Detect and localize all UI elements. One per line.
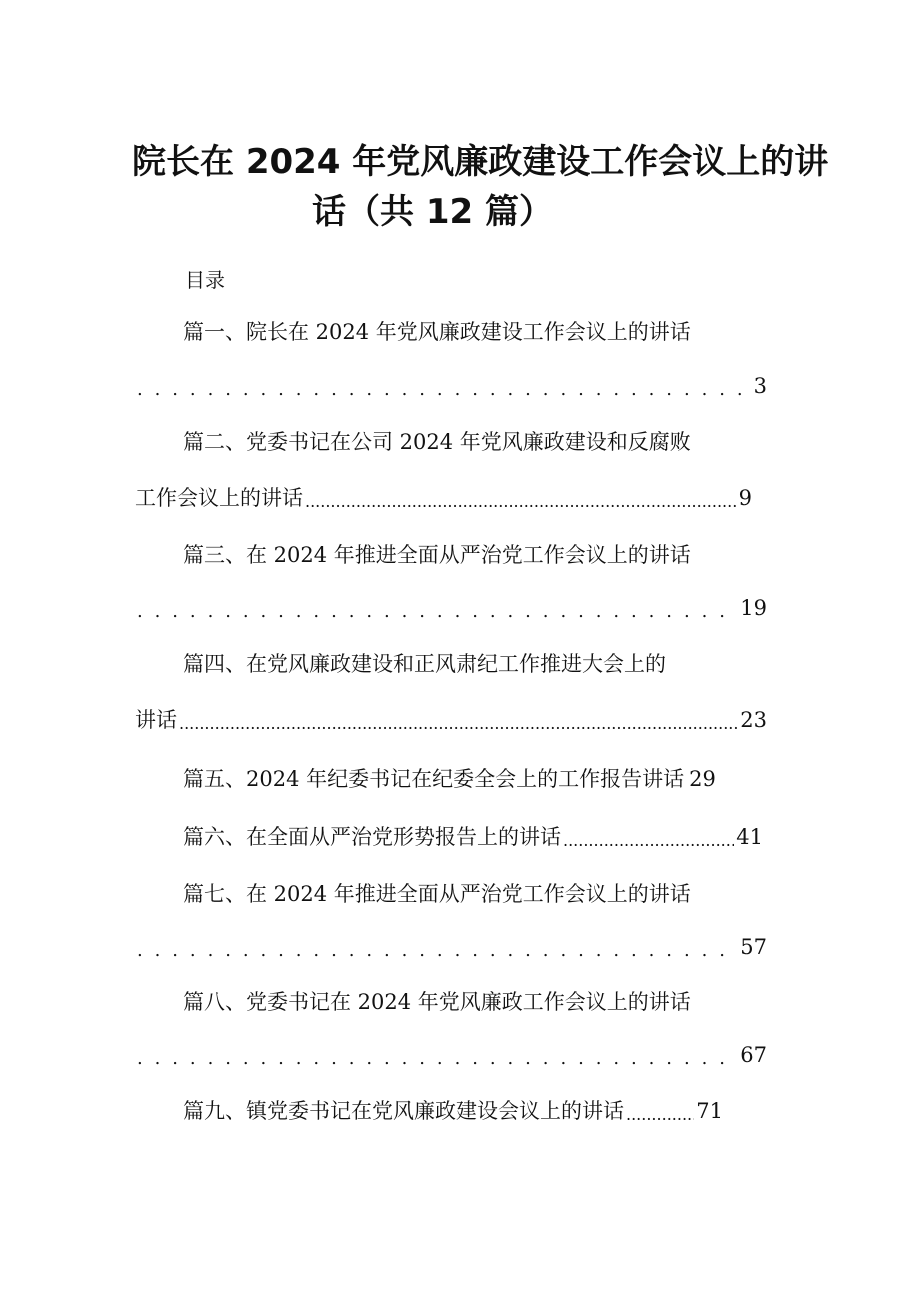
document-title-line-1: 院长在 2024 年党风廉政建设工作会议上的讲 bbox=[132, 142, 829, 182]
toc-entry-6-text: 篇六、在全面从严治党形势报告上的讲话 bbox=[183, 825, 561, 849]
toc-entry-5-text: 篇五、2024 年纪委书记在纪委全会上的工作报告讲话 bbox=[183, 767, 685, 791]
toc-entry-1-leader-row[interactable] bbox=[135, 372, 767, 400]
toc-entry-1-dot-leader bbox=[137, 372, 752, 400]
toc-entry-3-dot-leader bbox=[137, 594, 738, 622]
toc-entry-2-text: 篇二、党委书记在公司 2024 年党风廉政建设和反腐败 bbox=[183, 430, 691, 454]
toc-entry-1-text: 篇一、院长在 2024 年党风廉政建设工作会议上的讲话 bbox=[183, 320, 691, 344]
toc-entry-7-leader-row[interactable] bbox=[135, 933, 767, 961]
toc-entry-6-row[interactable] bbox=[183, 823, 763, 851]
toc-entry-9-dot-leader bbox=[626, 1097, 694, 1125]
toc-entry-1-title[interactable] bbox=[183, 318, 691, 346]
toc-entry-8-title[interactable] bbox=[183, 988, 691, 1016]
toc-entry-6-page: 41 bbox=[736, 825, 763, 849]
toc-entry-2-title[interactable] bbox=[183, 428, 691, 456]
toc-entry-4-title[interactable] bbox=[183, 650, 666, 678]
toc-entry-7-dot-leader bbox=[137, 933, 738, 961]
toc-entry-8-leader-row[interactable] bbox=[135, 1041, 767, 1069]
toc-entry-8-page: 67 bbox=[740, 1043, 767, 1067]
toc-entry-5-row[interactable] bbox=[183, 765, 716, 793]
toc-entry-4-text-cont: 讲话 bbox=[135, 708, 177, 732]
toc-heading: 目录 bbox=[185, 268, 225, 292]
toc-entry-8-text: 篇八、党委书记在 2024 年党风廉政工作会议上的讲话 bbox=[183, 990, 691, 1014]
toc-entry-3-page: 19 bbox=[740, 596, 767, 620]
toc-entry-8-dot-leader bbox=[137, 1041, 738, 1069]
toc-entry-2-leader-row[interactable] bbox=[135, 484, 752, 512]
toc-entry-9-page: 71 bbox=[696, 1099, 723, 1123]
toc-entry-9-text: 篇九、镇党委书记在党风廉政建设会议上的讲话 bbox=[183, 1099, 624, 1123]
toc-entry-3-title[interactable] bbox=[183, 541, 691, 569]
toc-entry-4-dot-leader bbox=[179, 706, 738, 734]
toc-entry-4-page: 23 bbox=[740, 708, 767, 732]
toc-entry-7-page: 57 bbox=[740, 935, 767, 959]
toc-entry-4-text: 篇四、在党风廉政建设和正风肃纪工作推进大会上的 bbox=[183, 652, 666, 676]
toc-entry-2-text-cont: 工作会议上的讲话 bbox=[135, 486, 303, 510]
toc-entry-9-row[interactable] bbox=[183, 1097, 723, 1125]
toc-entry-5-page: 29 bbox=[689, 767, 716, 791]
toc-entry-7-title[interactable] bbox=[183, 880, 691, 908]
toc-entry-4-leader-row[interactable] bbox=[135, 706, 767, 734]
toc-entry-2-dot-leader bbox=[305, 484, 737, 512]
toc-entry-3-leader-row[interactable] bbox=[135, 594, 767, 622]
toc-entry-7-text: 篇七、在 2024 年推进全面从严治党工作会议上的讲话 bbox=[183, 882, 691, 906]
document-title-line-2: 话（共 12 篇） bbox=[312, 192, 553, 232]
toc-entry-1-page: 3 bbox=[753, 374, 767, 398]
toc-entry-6-dot-leader bbox=[563, 823, 734, 851]
toc-entry-3-text: 篇三、在 2024 年推进全面从严治党工作会议上的讲话 bbox=[183, 543, 691, 567]
toc-entry-2-page: 9 bbox=[738, 486, 752, 510]
